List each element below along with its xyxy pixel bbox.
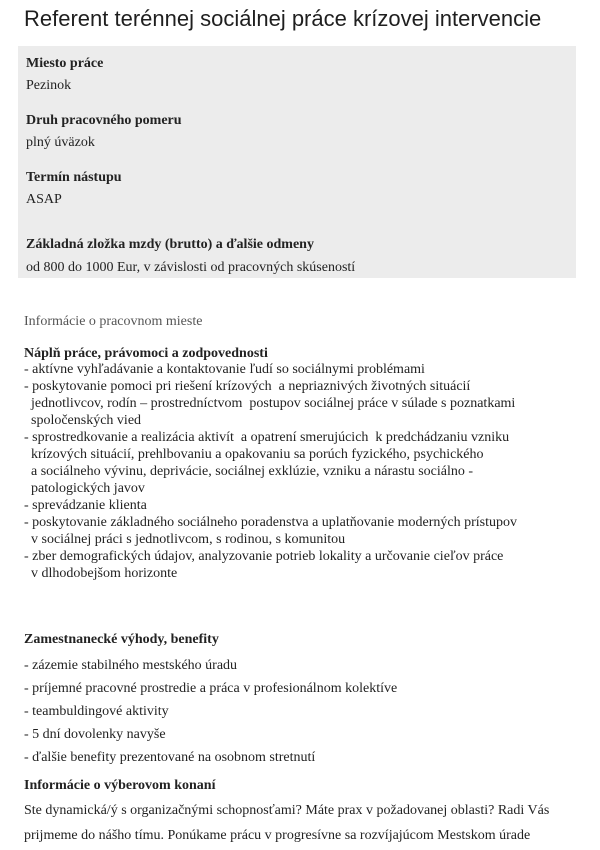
duty-line: patologických javov	[24, 481, 145, 496]
employment-type-value: plný úväzok	[26, 135, 95, 150]
duty-line: spoločenských vied	[24, 413, 142, 428]
duty-line: - poskytovanie pomoci pri riešení krízových a nepriaznivých životných situácií	[24, 379, 471, 394]
salary-value: od 800 do 1000 Eur, v závislosti od pracovných skúseností	[26, 260, 356, 275]
duties-heading: Náplň práce, právomoci a zodpovednosti	[24, 346, 268, 361]
salary-label: Základná zložka mzdy (brutto) a ďalšie odmeny	[26, 237, 314, 252]
duties-list	[24, 361, 517, 582]
duty-line: - sprostredkovanie a realizácia aktivít a opatrení smerujúcich k predchádzaniu vzniku	[24, 430, 510, 445]
job-summary-box	[18, 46, 576, 278]
benefit-item: - príjemné pracovné prostredie a práca v profesionálnom kolektíve	[24, 681, 398, 696]
location-label: Miesto práce	[26, 56, 104, 71]
start-date-value: ASAP	[26, 192, 62, 207]
duty-line: krízových situácií, prehlbovaniu a opakovaniu sa porúch fyzického, psychického	[24, 447, 484, 462]
duty-line: - aktívne vyhľadávanie a kontaktovanie ľudí so sociálnymi problémami	[24, 362, 425, 377]
benefits-list	[24, 654, 397, 769]
selection-text: Ste dynamická/ý s organizačnými schopnosťami? Máte prax v požadovanej oblasti? Radi Vás prijmeme do nášho tímu. Ponúkame prácu v progresívne sa rozvíjajúcom Mestskom úrade	[24, 803, 550, 843]
page-title: Referent terénnej sociálnej práce krízovej intervencie	[24, 6, 542, 31]
job-info-section-label: Informácie o pracovnom mieste	[24, 314, 203, 329]
benefit-item: - zázemie stabilného mestského úradu	[24, 658, 238, 673]
benefit-item: - ďalšie benefity prezentované na osobnom stretnutí	[24, 750, 316, 765]
selection-heading: Informácie o výberovom konaní	[24, 778, 216, 793]
duty-line: v dlhodobejšom horizonte	[24, 566, 178, 581]
benefit-item: - teambuldingové aktivity	[24, 704, 169, 719]
duty-line: - poskytovanie základného sociálneho poradenstva a uplatňovanie moderných prístupov	[24, 515, 517, 530]
duty-line: - zber demografických údajov, analyzovanie potrieb lokality a určovanie cieľov práce	[24, 549, 504, 564]
start-date-label: Termín nástupu	[26, 170, 122, 185]
benefits-heading: Zamestnanecké výhody, benefity	[24, 632, 219, 647]
duty-line: v sociálnej práci s jednotlivcom, s rodinou, s komunitou	[24, 532, 346, 547]
location-value: Pezinok	[26, 78, 72, 93]
duty-line: a sociálneho vývinu, deprivácie, sociálnej exklúzie, vzniku a nárastu sociálno -	[24, 464, 474, 479]
duty-line: jednotlivcov, rodín – prostredníctvom postupov sociálnej práce v súlade s poznatkami	[24, 396, 516, 411]
duty-line: - sprevádzanie klienta	[24, 498, 147, 513]
employment-type-label: Druh pracovného pomeru	[26, 113, 182, 128]
benefit-item: - 5 dní dovolenky navyše	[24, 727, 166, 742]
